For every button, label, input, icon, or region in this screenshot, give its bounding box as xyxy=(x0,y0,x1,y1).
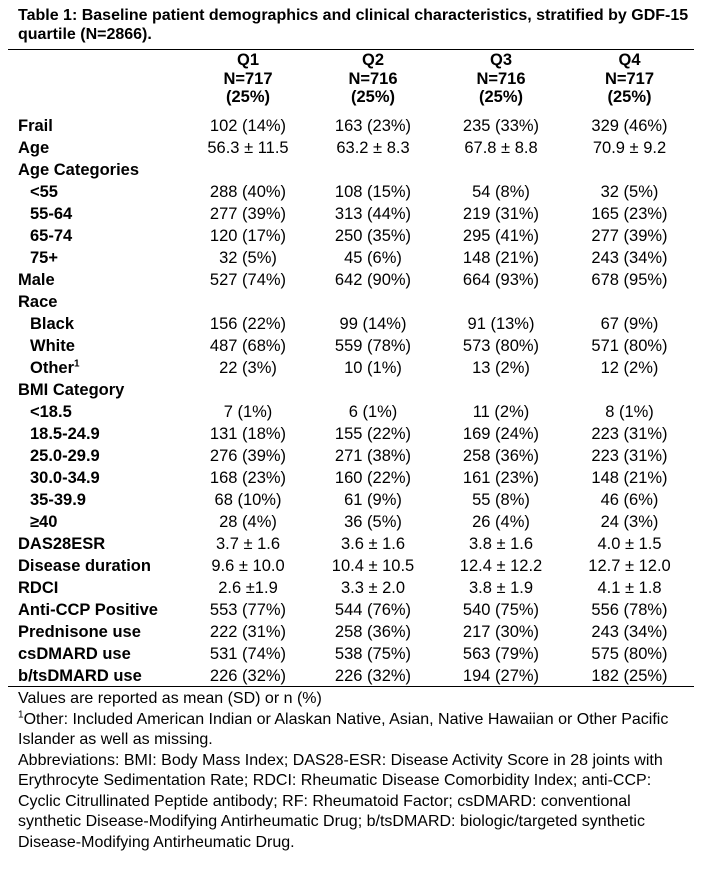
table-cell-q1: 553 (77%) xyxy=(209,601,287,619)
table-cell-q3: 295 (41%) xyxy=(462,227,540,245)
table-cell-q4 xyxy=(565,159,694,181)
row-label-text: <18.5 xyxy=(30,403,72,421)
table-cell-q1: 28 (4%) xyxy=(219,513,277,531)
table-cell-q2: 544 (76%) xyxy=(334,601,412,619)
table-cell-q3 xyxy=(437,159,565,181)
table-row xyxy=(8,335,694,357)
table-cell-q3: 573 (80%) xyxy=(462,337,540,355)
table-row xyxy=(8,291,694,313)
table-cell-q4: 223 (31%) xyxy=(591,447,668,465)
table-row xyxy=(8,555,694,577)
table-cell-q2: 271 (38%) xyxy=(334,447,412,465)
table-cell-q1: 168 (23%) xyxy=(209,469,287,487)
table-title: Table 1: Baseline patient demographics and clinical characteristics, stratified by GDF-15 quartile (N=2866). xyxy=(18,7,689,43)
table-cell-q2: 155 (22%) xyxy=(334,425,412,443)
table-cell-q4: 24 (3%) xyxy=(600,513,659,531)
table-row xyxy=(8,357,694,379)
table-cell-q2: 45 (6%) xyxy=(344,249,402,267)
row-label xyxy=(8,533,187,555)
table-cell-q4: 165 (23%) xyxy=(591,205,668,223)
column-header-q2 xyxy=(309,51,437,115)
column-percent: (25%) xyxy=(225,88,270,106)
table-row xyxy=(8,599,694,621)
column-count: N=716 xyxy=(476,69,526,88)
row-label-text: Age xyxy=(18,139,50,157)
abbreviations-note: Abbreviations: BMI: Body Mass Index; DAS28-ESR: Disease Activity Score in 28 joints with Erythrocyte Sedimentation Rate; RDCI: Rheumatic Disease Comorbidity Index; anti-CCP: Cyclic Citrullinated Peptide antibody; RF: Rheumatoid Factor; csDMARD: conventional synthetic Disease-Modifying Antirheumatic Drug; b/tsDMARD: biologic/targeted synthetic Disease-Modifying Antirheumatic Drug. xyxy=(18,751,663,851)
table-cell-q1: 487 (68%) xyxy=(209,337,287,355)
column-percent: (25%) xyxy=(478,88,523,106)
subcategory-label xyxy=(8,225,187,247)
table-cell-q2: 642 (90%) xyxy=(334,271,412,289)
demographics-table xyxy=(8,51,694,687)
row-label-text: DAS28ESR xyxy=(18,535,106,553)
table-cell-q3: 3.8 ± 1.9 xyxy=(468,579,534,597)
table-cell-q4: 46 (6%) xyxy=(600,491,659,509)
table-row xyxy=(8,467,694,489)
table-cell-q2: 163 (23%) xyxy=(334,117,412,135)
row-label xyxy=(8,555,187,577)
subcategory-label xyxy=(8,511,187,533)
row-label-text: RDCI xyxy=(18,579,59,597)
table-cell-q1: 226 (32%) xyxy=(209,667,287,685)
column-name: Q1 xyxy=(236,51,259,69)
table-row xyxy=(8,445,694,467)
row-label xyxy=(8,379,187,401)
table-cell-q3: 169 (24%) xyxy=(462,425,540,443)
table-cell-q3: 217 (30%) xyxy=(462,623,540,641)
table-row xyxy=(8,379,694,401)
row-label xyxy=(8,159,187,181)
table-cell-q4: 243 (34%) xyxy=(591,249,668,267)
table-row xyxy=(8,313,694,335)
top-rule xyxy=(8,49,694,50)
table-row xyxy=(8,533,694,555)
column-percent: (25%) xyxy=(607,88,652,106)
table-row xyxy=(8,621,694,643)
table-cell-q1: 102 (14%) xyxy=(209,117,287,135)
row-label xyxy=(8,269,187,291)
table-cell-q2: 10 (1%) xyxy=(344,359,402,377)
table-cell-q1: 56.3 ± 11.5 xyxy=(207,139,289,157)
table-cell-q1: 156 (22%) xyxy=(209,315,287,333)
row-label xyxy=(8,643,187,665)
table-cell-q3: 26 (4%) xyxy=(472,513,530,531)
row-label xyxy=(8,621,187,643)
table-cell-q1: 527 (74%) xyxy=(209,271,287,289)
table-cell-q2 xyxy=(309,291,437,313)
subcategory-label xyxy=(8,357,187,379)
table-cell-q1: 120 (17%) xyxy=(209,227,287,245)
table-row xyxy=(8,643,694,665)
subcategory-label xyxy=(8,489,187,511)
table-cell-q2: 226 (32%) xyxy=(334,667,412,685)
table-cell-q4: 277 (39%) xyxy=(591,227,668,245)
column-count: N=717 xyxy=(604,69,655,88)
table-cell-q4: 12 (2%) xyxy=(600,359,659,377)
table-cell-q3: 55 (8%) xyxy=(472,491,530,509)
subcategory-label xyxy=(8,203,187,225)
table-cell-q1 xyxy=(187,159,309,181)
row-label-text: White xyxy=(30,337,75,355)
column-count: N=717 xyxy=(223,69,273,88)
table-cell-q1 xyxy=(187,379,309,401)
table-cell-q4: 243 (34%) xyxy=(591,623,668,641)
row-label-text: Age Categories xyxy=(18,161,140,179)
subcategory-label xyxy=(8,181,187,203)
table-row xyxy=(8,489,694,511)
values-note: Values are reported as mean (SD) or n (%) xyxy=(18,690,322,707)
table-cell-q3: 12.4 ± 12.2 xyxy=(459,557,543,575)
table-body xyxy=(8,115,694,687)
table-cell-q3: 219 (31%) xyxy=(462,205,540,223)
table-cell-q1: 68 (10%) xyxy=(214,491,282,509)
table-cell-q4: 571 (80%) xyxy=(591,337,668,355)
table-cell-q4: 8 (1%) xyxy=(605,403,654,421)
table-row xyxy=(8,665,694,687)
row-label-text: Race xyxy=(18,293,58,311)
row-label-text: Disease duration xyxy=(18,557,151,575)
column-name: Q2 xyxy=(361,51,384,69)
row-label xyxy=(8,665,187,687)
table-cell-q2: 36 (5%) xyxy=(344,513,402,531)
subcategory-label xyxy=(8,247,187,269)
row-label xyxy=(8,577,187,599)
column-name: Q3 xyxy=(489,51,512,69)
row-label-text: Male xyxy=(18,271,55,289)
row-label-text: 30.0-34.9 xyxy=(30,469,100,487)
column-header-q3 xyxy=(437,51,565,115)
table-cell-q4: 678 (95%) xyxy=(591,271,668,289)
row-label xyxy=(8,291,187,313)
table-cell-q2: 6 (1%) xyxy=(348,403,398,421)
table-cell-q4: 182 (25%) xyxy=(591,667,668,685)
table-cell-q2: 10.4 ± 10.5 xyxy=(331,557,415,575)
table-row xyxy=(8,401,694,423)
row-label-text: 65-74 xyxy=(30,227,73,245)
header-stub xyxy=(8,51,187,115)
table-cell-q2: 3.3 ± 2.0 xyxy=(340,579,406,597)
column-count: N=716 xyxy=(348,69,398,88)
table-cell-q1: 9.6 ± 10.0 xyxy=(211,557,285,575)
table-row xyxy=(8,577,694,599)
subcategory-label xyxy=(8,313,187,335)
subcategory-label xyxy=(8,467,187,489)
subcategory-label xyxy=(8,423,187,445)
table-cell-q1: 7 (1%) xyxy=(223,403,273,421)
table-cell-q1: 276 (39%) xyxy=(209,447,287,465)
table-cell-q2: 108 (15%) xyxy=(334,183,412,201)
row-label-text: 25.0-29.9 xyxy=(30,447,100,465)
row-label-text: ≥40 xyxy=(30,513,58,531)
table-cell-q3: 13 (2%) xyxy=(472,359,530,377)
table-cell-q3 xyxy=(437,291,565,313)
table-notes xyxy=(18,689,698,853)
table-cell-q2 xyxy=(309,159,437,181)
table-cell-q3: 67.8 ± 8.8 xyxy=(464,139,538,157)
table-cell-q4 xyxy=(565,379,694,401)
table-cell-q4: 575 (80%) xyxy=(591,645,668,663)
table-cell-q4: 4.0 ± 1.5 xyxy=(597,535,662,553)
table-cell-q3: 664 (93%) xyxy=(462,271,540,289)
table-row xyxy=(8,137,694,159)
footnote-mark: 1 xyxy=(18,709,24,721)
table-cell-q3: 54 (8%) xyxy=(472,183,530,201)
table-cell-q2: 3.6 ± 1.6 xyxy=(340,535,406,553)
table-cell-q3: 3.8 ± 1.6 xyxy=(468,535,534,553)
table-cell-q3 xyxy=(437,379,565,401)
column-header-q4 xyxy=(565,51,694,115)
row-label-text: 55-64 xyxy=(30,205,73,223)
table-cell-q4: 4.1 ± 1.8 xyxy=(597,579,662,597)
table-cell-q4: 148 (21%) xyxy=(591,469,668,487)
table-cell-q1: 22 (3%) xyxy=(219,359,277,377)
table-cell-q4: 329 (46%) xyxy=(591,117,668,135)
table-cell-q2: 63.2 ± 8.3 xyxy=(336,139,410,157)
table-cell-q4 xyxy=(565,291,694,313)
table-cell-q4: 67 (9%) xyxy=(600,315,659,333)
column-percent: (25%) xyxy=(350,88,395,106)
row-label-text: <55 xyxy=(30,183,58,201)
table-cell-q1: 222 (31%) xyxy=(209,623,287,641)
table-row xyxy=(8,511,694,533)
table-row xyxy=(8,269,694,291)
table-cell-q3: 11 (2%) xyxy=(472,403,530,421)
table-cell-q2: 250 (35%) xyxy=(334,227,412,245)
table-cell-q4: 32 (5%) xyxy=(600,183,659,201)
table-cell-q3: 258 (36%) xyxy=(462,447,540,465)
table-cell-q1: 277 (39%) xyxy=(209,205,287,223)
table-cell-q1: 131 (18%) xyxy=(209,425,287,443)
table-cell-q1: 531 (74%) xyxy=(209,645,287,663)
table-cell-q2: 61 (9%) xyxy=(344,491,402,509)
row-label-text: BMI Category xyxy=(18,381,125,399)
row-label-text: b/tsDMARD use xyxy=(18,667,142,685)
table-cell-q3: 148 (21%) xyxy=(462,249,540,267)
column-name: Q4 xyxy=(618,51,641,69)
table-cell-q4: 70.9 ± 9.2 xyxy=(592,139,667,157)
table-cell-q2: 258 (36%) xyxy=(334,623,412,641)
row-label xyxy=(8,137,187,159)
row-label-text: Black xyxy=(30,315,75,333)
table-row xyxy=(8,181,694,203)
table-row xyxy=(8,423,694,445)
table-cell-q2: 160 (22%) xyxy=(334,469,412,487)
bottom-rule xyxy=(8,686,694,687)
table-cell-q1: 3.7 ± 1.6 xyxy=(215,535,281,553)
footnote-text: Other: Included American Indian or Alaskan Native, Asian, Native Hawaiian or Other Pacific Islander as well as missing. xyxy=(18,710,669,748)
table-cell-q3: 161 (23%) xyxy=(462,469,540,487)
table-cell-q3: 540 (75%) xyxy=(462,601,540,619)
subcategory-label xyxy=(8,401,187,423)
row-label-text: csDMARD use xyxy=(18,645,131,663)
row-label-text: Anti-CCP Positive xyxy=(18,601,158,619)
table-cell-q2: 538 (75%) xyxy=(334,645,412,663)
table-cell-q1: 32 (5%) xyxy=(219,249,277,267)
row-label-text: Other xyxy=(30,359,75,377)
table-cell-q2: 313 (44%) xyxy=(334,205,412,223)
table-cell-q4: 556 (78%) xyxy=(591,601,668,619)
table-cell-q1 xyxy=(187,291,309,313)
table-row xyxy=(8,247,694,269)
row-label-text: Prednisone use xyxy=(18,623,141,641)
subcategory-label xyxy=(8,445,187,467)
table-cell-q3: 563 (79%) xyxy=(462,645,540,663)
footnote xyxy=(18,710,698,751)
row-label-text: 35-39.9 xyxy=(30,491,86,509)
table-row xyxy=(8,115,694,137)
table-cell-q3: 194 (27%) xyxy=(462,667,540,685)
table-cell-q3: 91 (13%) xyxy=(467,315,535,333)
row-label-text: Frail xyxy=(18,117,53,135)
row-label xyxy=(8,115,187,137)
table-row xyxy=(8,159,694,181)
row-label xyxy=(8,599,187,621)
table-row xyxy=(8,203,694,225)
table-cell-q1: 2.6 ±1.9 xyxy=(218,579,278,597)
row-label-text: 75+ xyxy=(30,249,58,267)
footnote-mark: 1 xyxy=(74,358,80,370)
table-cell-q4: 223 (31%) xyxy=(591,425,668,443)
row-label-text: 18.5-24.9 xyxy=(30,425,100,443)
table-cell-q2: 559 (78%) xyxy=(334,337,412,355)
column-header-q1 xyxy=(187,51,309,115)
table-cell-q2 xyxy=(309,379,437,401)
table-row xyxy=(8,225,694,247)
table-cell-q4: 12.7 ± 12.0 xyxy=(588,557,671,575)
header-row xyxy=(8,51,694,115)
table-cell-q2: 99 (14%) xyxy=(339,315,407,333)
table-cell-q1: 288 (40%) xyxy=(209,183,287,201)
subcategory-label xyxy=(8,335,187,357)
table-cell-q3: 235 (33%) xyxy=(462,117,540,135)
